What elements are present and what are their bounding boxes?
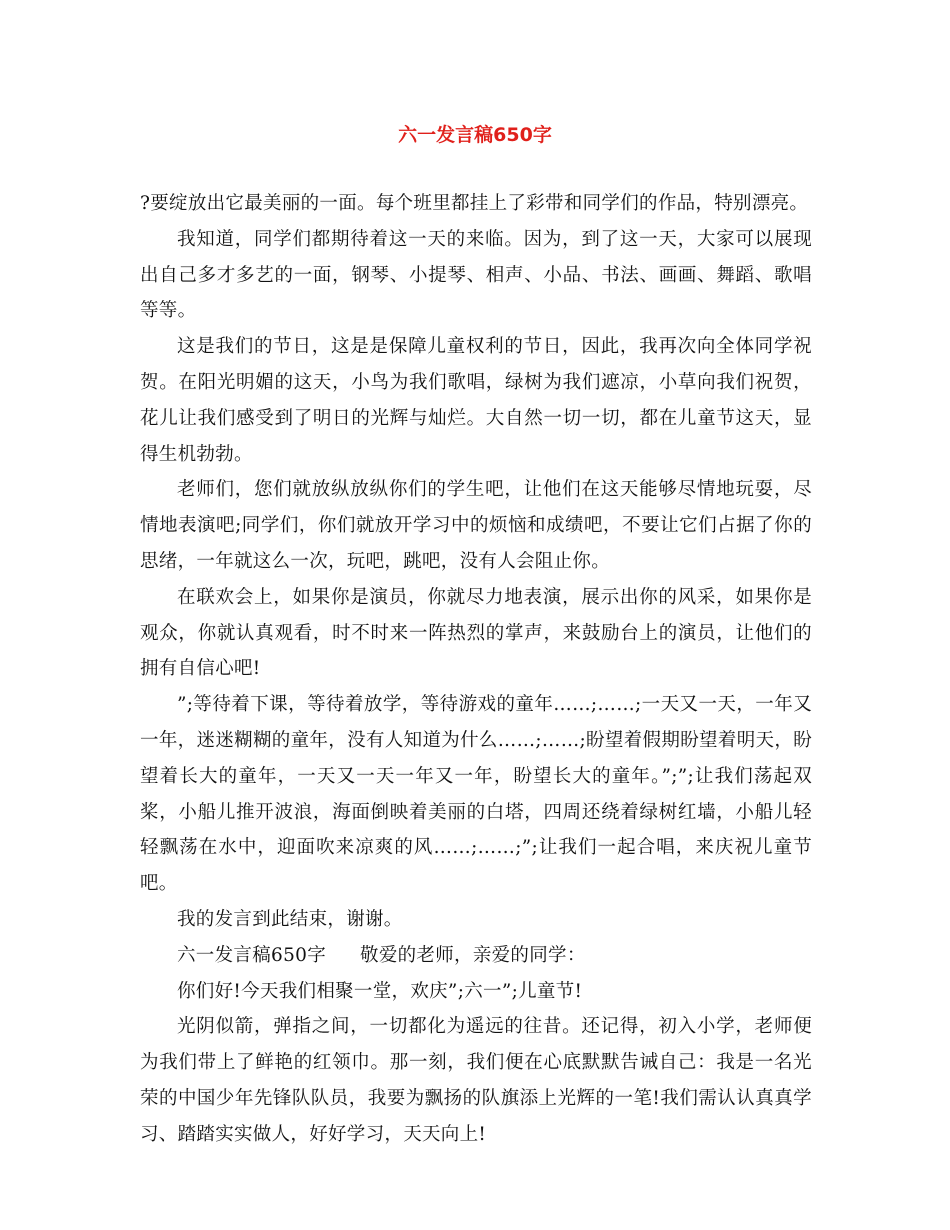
- paragraph: 光阴似箭，弹指之间，一切都化为遥远的往昔。还记得，初入小学，老师便为我们带上了鲜艳的红领巾。那一刻，我们便在心底默默告诫自己：我是一名光荣的中国少年先锋队队员，我要为飘扬的队旗添上光辉的一笔!我们需认认真真学习、踏踏实实做人，好好学习，天天向上!: [140, 1016, 812, 1145]
- paragraph: 我的发言到此结束，谢谢。: [177, 908, 403, 930]
- paragraph: ”;等待着下课，等待着放学，等待游戏的童年……;……;一天又一天，一年又一年，迷迷糊糊的童年，没有人知道为什么……;……;盼望着假期盼望着明天，盼望着长大的童年，一天又一天一年又一年，盼望长大的童年。”;”;让我们荡起双桨，小船儿推开波浪，海面倒映着美丽的白塔，四周还绕着绿树红墙，小船儿轻轻飘荡在水中，迎面吹来凉爽的风……;……;”;让我们一起合唱，来庆祝儿童节吧。: [140, 694, 812, 895]
- document-title: 六一发言稿650字: [398, 124, 552, 146]
- paragraph: 在联欢会上，如果你是演员，你就尽力地表演，展示出你的风采，如果你是观众，你就认真观看，时不时来一阵热烈的掌声，来鼓励台上的演员，让他们的拥有自信心吧!: [140, 586, 812, 680]
- document-body: [140, 186, 812, 1153]
- paragraph: 这是我们的节日，这是是保障儿童权利的节日，因此，我再次向全体同学祝贺。在阳光明媚的这天，小鸟为我们歌唱，绿树为我们遮凉，小草向我们祝贺，花儿让我们感受到了明日的光辉与灿烂。大自然一切一切，都在儿童节这天，显得生机勃勃。: [140, 336, 812, 465]
- paragraph: 老师们，您们就放纵放纵你们的学生吧，让他们在这天能够尽情地玩耍，尽情地表演吧;同学们，你们就放开学习中的烦恼和成绩吧，不要让它们占据了你的思绪，一年就这么一次，玩吧，跳吧，没有人会阻止你。: [140, 479, 812, 572]
- paragraph: 你们好!今天我们相聚一堂，欢庆”;六一”;儿童节!: [177, 980, 583, 1002]
- inline-title: 六一发言稿650字: [177, 944, 327, 966]
- paragraph: 我知道，同学们都期待着这一天的来临。因为，到了这一天，大家可以展现出自己多才多艺的一面，钢琴、小提琴、相声、小品、书法、画画、舞蹈、歌唱等等。: [140, 228, 812, 322]
- heading-line: [140, 938, 812, 974]
- greeting: 敬爱的老师，亲爱的同学：: [360, 944, 586, 966]
- paragraph: ?要绽放出它最美丽的一面。每个班里都挂上了彩带和同学们的作品，特别漂亮。: [140, 193, 809, 214]
